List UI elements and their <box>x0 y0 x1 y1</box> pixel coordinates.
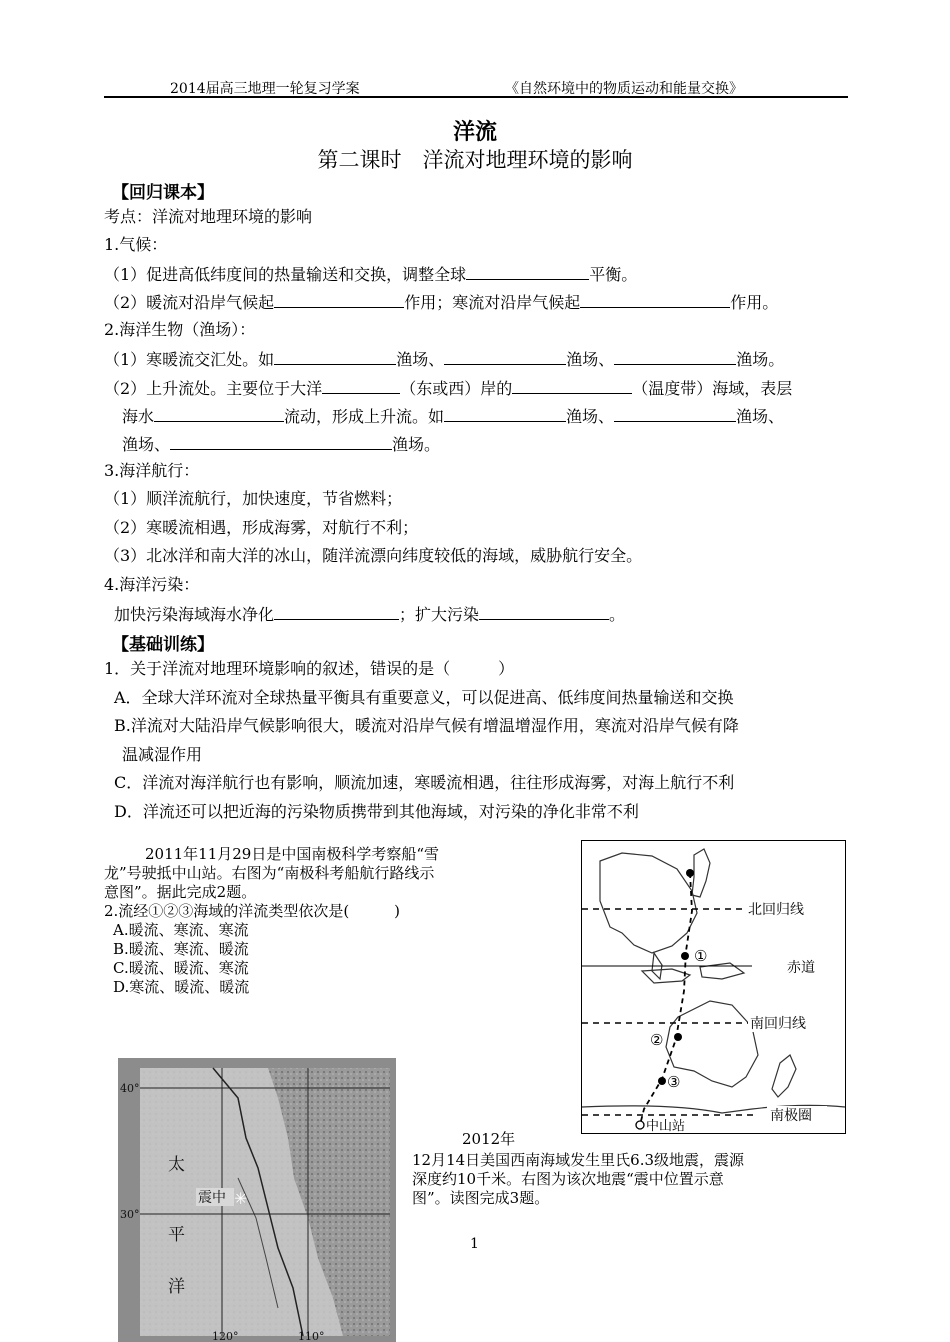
earthquake-map <box>118 1058 396 1342</box>
zhongshan-station-marker <box>636 1121 644 1129</box>
fishery-line-4: 渔场、 渔场。 <box>122 435 441 454</box>
borneo <box>642 969 690 983</box>
q2-option-d[interactable]: D.寒流、暖流、暖流 <box>113 978 250 996</box>
lon-110-label: 110° <box>298 1330 325 1342</box>
blank[interactable] <box>444 348 566 365</box>
page-subtitle: 第二课时 洋流对地理环境的影响 <box>317 148 633 172</box>
epicenter-label: 震中 <box>198 1190 226 1206</box>
navigation-heading: 3.海洋航行： <box>104 461 200 480</box>
ocean-label-3: 洋 <box>168 1277 185 1297</box>
route-map <box>581 840 846 1134</box>
climate-line-2: （2）暖流对沿岸气候起 作用；寒流对沿岸气候起 作用。 <box>104 293 779 312</box>
asia-coast <box>600 853 697 953</box>
pollution-line-1: 加快污染海域海水净化 ；扩大污染 。 <box>114 605 626 624</box>
new-guinea <box>700 963 744 979</box>
climate-heading: 1.气候： <box>104 235 168 254</box>
blank[interactable] <box>580 291 730 308</box>
navigation-line-2: （2）寒暖流相遇，形成海雾，对航行不利； <box>104 518 419 537</box>
climate-line-1: （1）促进高低纬度间的热量输送和交换，调整全球 平衡。 <box>104 265 638 284</box>
fishery-heading: 2.海洋生物（渔场）： <box>104 320 256 339</box>
ship-route <box>640 873 692 1125</box>
route-point-2 <box>674 1033 682 1041</box>
page-number: 1 <box>470 1236 479 1252</box>
lat-40-label: 40° <box>120 1082 140 1095</box>
route-point-1 <box>681 952 689 960</box>
blank[interactable] <box>466 263 589 280</box>
antarctic-circle-label: 南极圈 <box>770 1108 812 1124</box>
fishery-line-1: （1）寒暖流交汇处。如 渔场、 渔场、 渔场。 <box>104 350 785 369</box>
kaodian: 考点：洋流对地理环境的影响 <box>104 207 313 226</box>
equator-label: 赤道 <box>787 960 815 976</box>
page-title: 洋流 <box>452 119 497 145</box>
marker-3: ③ <box>667 1073 681 1091</box>
pollution-heading: 4.海洋污染： <box>104 575 200 594</box>
q3-intro-4: 图”。读图完成3题。 <box>412 1189 550 1207</box>
q1-option-c[interactable]: C．洋流对海洋航行也有影响，顺流加速，寒暖流相遇，往往形成海雾，对海上航行不利 <box>114 773 735 792</box>
q1-option-a[interactable]: A．全球大洋环流对全球热量平衡具有重要意义，可以促进高、低纬度间热量输送和交换 <box>114 688 734 707</box>
zhongshan-station-label: 中山站 <box>646 1119 686 1134</box>
q1-option-b[interactable]: B.洋流对大陆沿岸气候影响很大，暖流对沿岸气候有增温增湿作用，寒流对沿岸气候有降 <box>114 716 739 735</box>
blank[interactable] <box>614 348 736 365</box>
blank[interactable] <box>170 433 392 450</box>
header-rule <box>104 96 848 98</box>
q3-intro-1: 2012年 <box>462 1130 516 1148</box>
marker-2: ② <box>650 1031 664 1049</box>
section-heading-practice: 【基础训练】 <box>112 635 214 655</box>
marker-1: ① <box>694 947 708 965</box>
q2-option-b[interactable]: B.暖流、寒流、暖流 <box>113 940 249 958</box>
ocean-label-1: 太 <box>168 1155 185 1175</box>
blank[interactable] <box>154 405 284 422</box>
q1-option-d[interactable]: D．洋流还可以把近海的污染物质携带到其他海域，对污染的净化非常不利 <box>114 802 639 821</box>
q2-intro-1: 2011年11月29日是中国南极科学考察船“雪 <box>145 845 440 863</box>
new-zealand <box>772 1055 796 1097</box>
fishery-line-3: 海水 流动，形成上升流。如 渔场、 渔场、 <box>122 407 785 426</box>
epicenter-star-icon: ✳ <box>234 1189 248 1208</box>
q2-stem: 2.流经①②③海域的洋流类型依次是( ) <box>104 902 401 920</box>
q2-intro-3: 意图”。据此完成2题。 <box>104 883 257 901</box>
lon-120-label: 120° <box>212 1330 239 1342</box>
blank[interactable] <box>274 603 399 620</box>
q2-option-a[interactable]: A.暖流、寒流、寒流 <box>113 921 249 939</box>
blank[interactable] <box>274 291 404 308</box>
section-heading-review: 【回归课本】 <box>112 183 214 203</box>
navigation-line-3: （3）北冰洋和南大洋的冰山，随洋流漂向纬度较低的海域，威胁航行安全。 <box>104 546 643 565</box>
lat-30-label: 30° <box>120 1208 140 1221</box>
q1-option-b-cont: 温减湿作用 <box>122 745 203 764</box>
blank[interactable] <box>479 603 609 620</box>
south-tropic-label: 南回归线 <box>750 1016 806 1032</box>
q2-option-c[interactable]: C.暖流、暖流、寒流 <box>113 959 249 977</box>
blank[interactable] <box>512 377 632 394</box>
header-right: 《自然环境中的物质运动和能量交换》 <box>505 81 743 97</box>
route-point-3 <box>658 1077 666 1085</box>
fishery-line-2: （2）上升流处。主要位于大洋 （东或西）岸的 （温度带）海域，表层 <box>104 379 793 398</box>
blank[interactable] <box>322 377 400 394</box>
q3-intro-2: 12月14日美国西南海域发生里氏6.3级地震，震源 <box>412 1151 745 1169</box>
q2-intro-2: 龙”号驶抵中山站。右图为“南极科考船航行路线示 <box>104 864 435 882</box>
blank[interactable] <box>614 405 736 422</box>
q1-stem: 1．关于洋流对地理环境影响的叙述，错误的是（ ） <box>104 659 515 678</box>
header-left: 2014届高三地理一轮复习学案 <box>170 81 360 97</box>
navigation-line-1: （1）顺洋流航行，加快速度，节省燃料； <box>104 489 403 508</box>
blank[interactable] <box>444 405 566 422</box>
q3-intro-3: 深度约10千米。右图为该次地震“震中位置示意 <box>412 1170 724 1188</box>
north-tropic-label: 北回归线 <box>748 902 804 918</box>
japan-island <box>692 849 710 897</box>
start-point <box>686 869 694 877</box>
blank[interactable] <box>274 348 396 365</box>
ocean-label-2: 平 <box>168 1225 185 1245</box>
